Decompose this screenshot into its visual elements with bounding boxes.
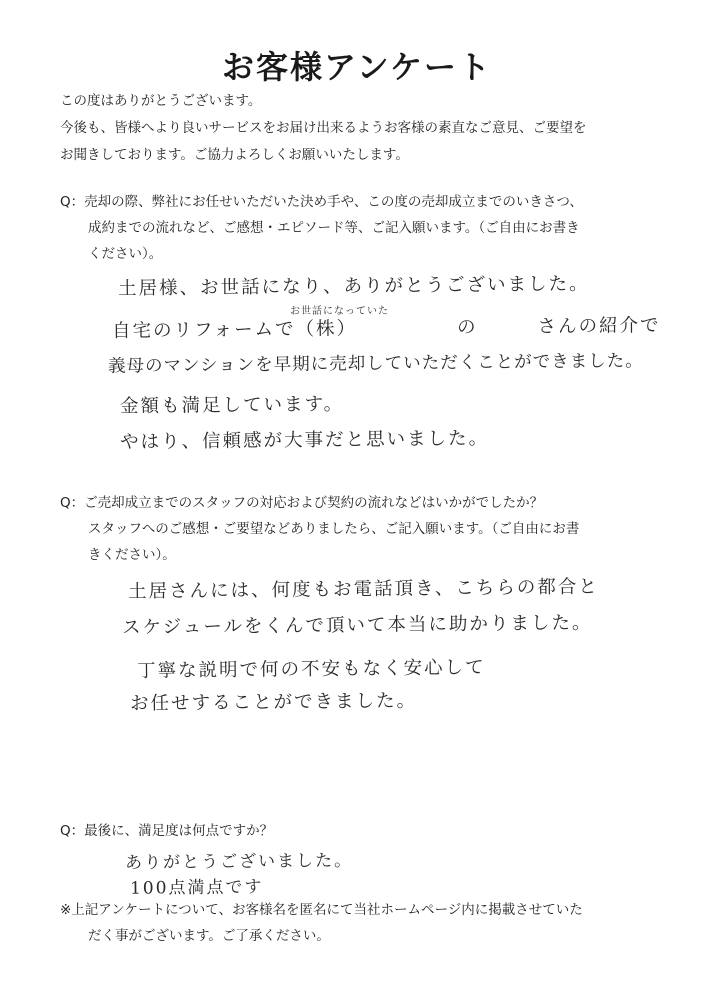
answer-3-line-2: 100点満点です [129, 877, 264, 899]
answer-1-line-2a: 自宅のリフォームで [111, 318, 296, 342]
question-2-line-2: スタッフへのご感想・ご要望などありましたら、ご記入願います。（ご自由にお書 [88, 521, 580, 537]
question-1 [60, 189, 583, 267]
answer-1-line-5: やはり、信頼感が大事だと思いました。 [119, 428, 490, 453]
question-1-line-1: Q：売却の際、弊社にお任せいただいた決め手や、この度の売却成立までのいきさつ、 [60, 194, 583, 210]
answer-1-line-2b: の [456, 317, 478, 339]
question-1-line-2: 成約までの流れなど、ご感想・エピソード等、ご記入願います。（ご自由にお書き [88, 220, 580, 236]
answer-1-line-3: 義母のマンションを早期に売却していただくことができました。 [107, 351, 644, 377]
intro-line-2: 今後も、皆様へより良いサービスをお届け出来るようお客様の素直なご意見、ご要望を [60, 120, 587, 136]
answer-1-line-4: 金額も満足しています。 [119, 393, 345, 418]
question-2-line-3: きください）。 [88, 547, 176, 563]
answer-2-line-1b: スケジュールをくんで頂いて本当に助かりました。 [121, 612, 593, 639]
page-title: お客様アンケート [221, 48, 493, 86]
answer-1-insertion: お世話になっていた [290, 306, 389, 317]
intro-line-1: この度はありがとうございます。 [60, 93, 262, 109]
answer-1-company-redacted: （株） [295, 318, 358, 340]
answer-1-line-2 [112, 311, 661, 343]
question-3-line: Q：最後に、満足度は何点ですか？ [60, 823, 274, 839]
question-2-line-1: Q：ご売却成立までのスタッフの対応および契約の流れなどはいかがでしたか？ [60, 495, 544, 511]
answer-1-line-2c: さんの紹介で [537, 315, 661, 338]
answer-1-line-1: 土居様、お世話になり、ありがとうございました。 [117, 273, 590, 300]
answer-3-line-1: ありがとうございました。 [124, 850, 354, 874]
question-2 [60, 490, 579, 568]
note-line-2: だく事がございます。ご了承ください。 [88, 928, 330, 944]
answer-2-line-2b: お任せすることができました。 [129, 690, 418, 715]
question-3 [60, 818, 273, 844]
answer-2-line-2a: 丁寧な説明で何の不安もなく安心して [136, 657, 486, 682]
question-1-line-3: ください）。 [88, 246, 163, 262]
answer-2-line-1a: 土居さんには、何度もお電話頂き、こちらの都合と [127, 576, 599, 603]
note-line-1: ※上記アンケートについて、お客様名を匿名にて当社ホームページ内に掲載させていた [60, 902, 583, 918]
intro-line-3: お聞きしております。ご協力よろしくお願いいたします。 [60, 147, 409, 163]
